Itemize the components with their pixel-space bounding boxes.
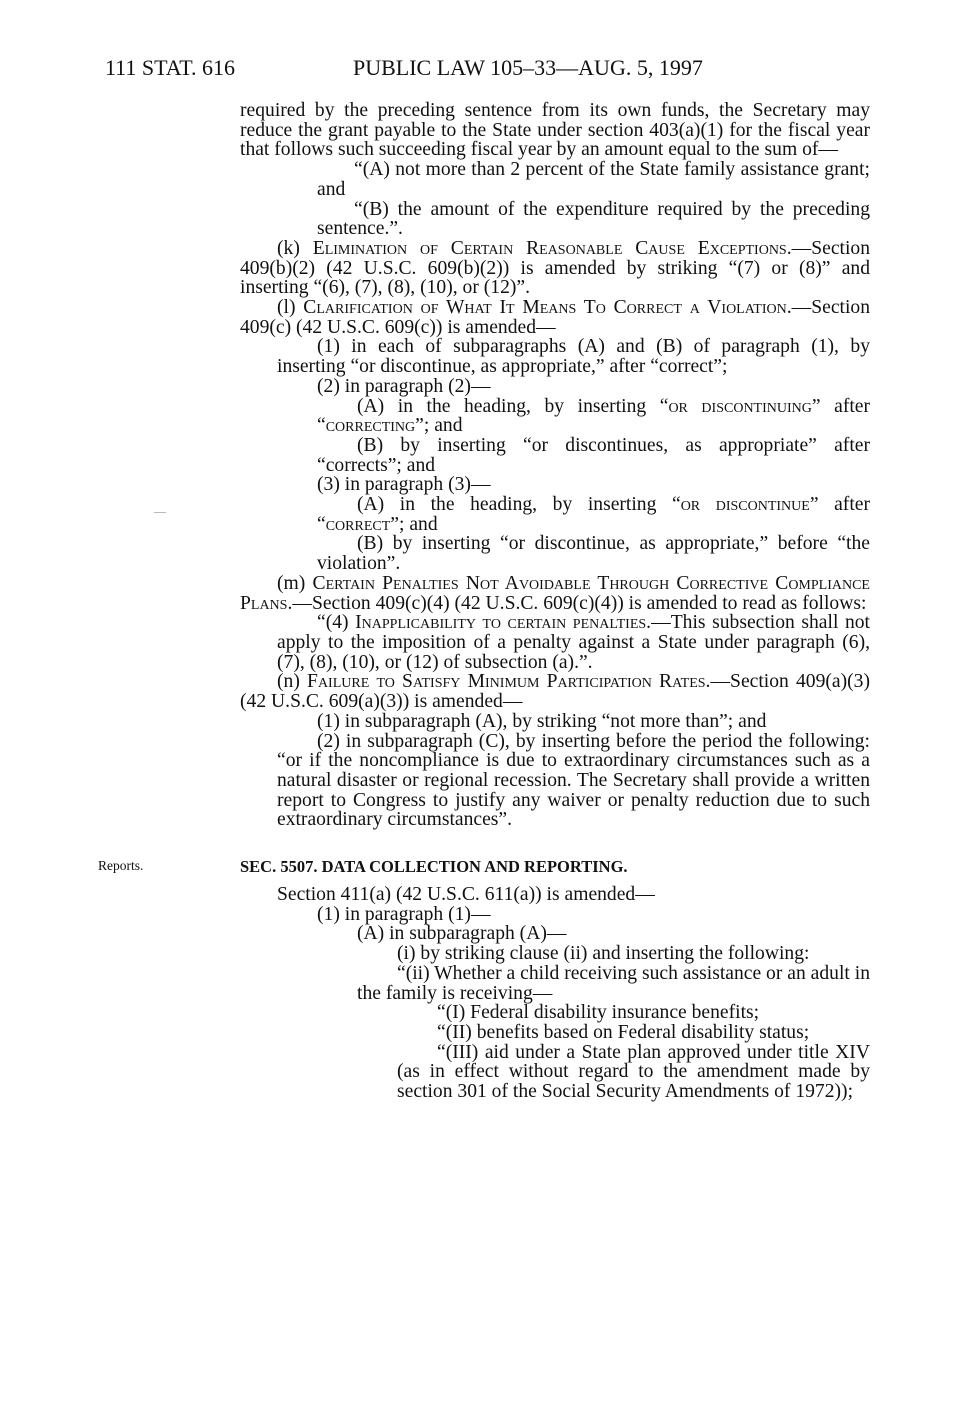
subsection-l-item-3: (3) in paragraph (3)— [317,474,491,496]
page-header [0,55,957,85]
subsection-m-heading: Certain Penalties Not Avoidable Through Corrective Compliance Plans. [240,572,870,614]
section-item-1a: (A) in subparagraph (A)— [357,923,567,945]
quoted-clause-ii: “(ii) Whether a child receiving such assistance or an adult in the family is receiving— [357,962,870,1004]
subsection-k [240,239,870,298]
subsection-n-label: (n) [277,671,300,693]
subsection-m-label: (m) [277,572,306,594]
clause-b: “(B) the amount of the expenditure required by the preceding sentence.”. [317,198,870,240]
paragraph-4-quoted [240,613,870,672]
subsection-n-text: —Section 409(a)(3) (42 U.S.C. 609(a)(3)) is amended— [240,671,870,713]
statute-page-number: 111 STAT. 616 [105,55,236,80]
subsection-l [240,298,870,337]
subsection-l-item-1: (1) in each of subparagraphs (A) and (B) of paragraph (1), by inserting “or discontinue, as appropriate,” after “correct”; [277,336,870,378]
text-span: ” after “ [317,395,871,437]
subsection-l-item-3a [240,495,870,534]
text-span: (A) in the heading, by inserting “ [357,494,681,516]
subsection-l-item-3b: (B) by inserting “or discontinue, as appropriate,” before “the violation”. [317,533,870,575]
subsection-n-item-1: (1) in subparagraph (A), by striking “not more than”; and [317,710,767,732]
subsection-m [240,574,870,613]
text-span: correcting [325,415,416,437]
subsection-m-text: —Section 409(c)(4) (42 U.S.C. 609(c)(4)) is amended to read as follows: [292,592,867,614]
margin-mark [154,512,166,513]
text-span: “(4) [317,612,349,634]
quoted-subclause-II: “(II) benefits based on Federal disability status; [437,1021,810,1043]
paragraph-continuation: required by the preceding sentence from its own funds, the Secretary may reduce the grant payable to the State under section 403(a)(1) for the fiscal year that follows such succeeding fiscal year by an amount equal to the sum of— [240,100,870,161]
clause-a: “(A) not more than 2 percent of the State family assistance grant; and [317,159,870,200]
section-heading: SEC. 5507. DATA COLLECTION AND REPORTING. [240,857,628,877]
paragraph-4-heading: Inapplicability to certain penalties. [355,612,652,634]
text-span: (A) in the heading, by inserting “ [357,395,669,417]
subsection-k-label: (k) [277,237,300,259]
quoted-subclause-I: “(I) Federal disability insurance benefits; [437,1002,760,1024]
text-span: ”; and [415,415,463,437]
text-span: or discontinuing [668,395,812,417]
public-law-citation: PUBLIC LAW 105–33—AUG. 5, 1997 [353,55,703,80]
subsection-l-item-2: (2) in paragraph (2)— [317,375,491,397]
subsection-k-text: —Section 409(b)(2) (42 U.S.C. 609(b)(2)) is amended by striking “(7) or (8)” and inserting “(6), (7), (8), (10), or (12)”. [240,237,870,299]
subsection-l-text: —Section 409(c) (42 U.S.C. 609(c)) is amended— [240,297,870,338]
text-span: ” after “ [317,494,870,535]
text-span: ”; and [390,513,438,535]
subsection-l-heading: Clarification of What It Means To Correct a Violation. [303,297,792,319]
subsection-n-heading: Failure to Satisfy Minimum Participation Rates. [307,671,711,693]
section-intro: Section 411(a) (42 U.S.C. 611(a)) is amended— [277,884,655,906]
quoted-subclause-III: “(III) aid under a State plan approved under title XIV (as in effect without regard to the amendment made by section 301 of the Social Security Amendments of 1972)); [397,1041,870,1103]
text-span: —This subsection shall not apply to the imposition of a penalty against a State under paragraph (6), (7), (8), (10), or (12) of subsection (a).”. [277,612,871,673]
subsection-l-item-2b: (B) by inserting “or discontinues, as appropriate” after “corrects”; and [317,434,870,476]
text-span: or discontinue [680,494,810,516]
subsection-l-item-2a [240,397,870,436]
subsection-k-heading: Elimination of Certain Reasonable Cause Exceptions. [312,237,792,259]
subsection-n-item-2: (2) in subparagraph (C), by inserting before the period the following: “or if the noncompliance is due to extraordinary circumstances such as a natural disaster or regional recession. The Secretary shall provide a written report to Congress to justify any waiver or penalty reduction due to such extraordinary circumstances”. [277,730,870,831]
section-item-1: (1) in paragraph (1)— [317,903,491,925]
page-body [240,101,870,1102]
section-item-1ai: (i) by striking clause (ii) and inserting the following: [397,943,810,965]
subsection-l-label: (l) [277,297,296,319]
margin-note-reports: Reports. [98,858,144,873]
text-span: correct [325,513,391,535]
subsection-n [240,672,870,711]
